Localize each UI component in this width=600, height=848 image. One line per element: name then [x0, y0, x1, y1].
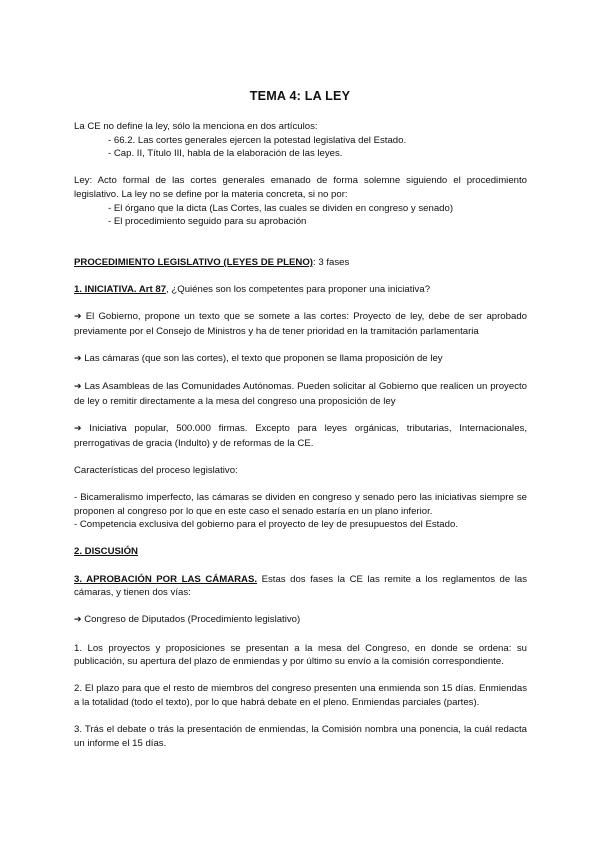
congreso-text: Congreso de Diputados (Procedimiento legislativo): [81, 614, 301, 626]
arrow-item-text: Las Asambleas de las Comunidades Autónomas. Pueden solicitar al Gobierno que realicen un proyecto de ley o remitir directamente a la mesa del congreso una proposición de ley: [74, 381, 527, 407]
arrow-right-icon: ➔: [74, 354, 82, 365]
arrow-right-icon: ➔: [74, 312, 82, 323]
arrow-item-text: Las cámaras (que son las cortes), el texto que proponen se llama proposición de ley: [81, 353, 443, 365]
aprobacion-paragraph: [74, 573, 527, 600]
step-paragraph: 3. Trás el debate o trás la presentación de enmiendas, la Comisión nombra una ponencia, la cuál redacta un informe el 15 días.: [74, 724, 527, 749]
arrow-item-asambleas: [74, 380, 527, 408]
step-paragraph: 1. Los proyectos y proposiciones se presentan a la mesa del Congreso, en donde se ordena: su publicación, su apertura del plazo de enmiendas y por último su envío a la comisión correspondiente.: [74, 642, 527, 668]
arrow-right-icon: ➔: [74, 615, 82, 626]
ley-definition: Ley: Acto formal de las cortes generales emanado de forma solemne siguiendo el procedimiento legislativo. La ley no se define por la materia concreta, si no por:: [74, 175, 527, 200]
caracteristicas-heading: Características del proceso legislativo:: [74, 464, 238, 476]
intro-line: La CE no define la ley, sólo la menciona en dos artículos:: [74, 121, 318, 132]
arrow-item-iniciativa-popular: [74, 422, 527, 450]
arrow-item-text: El Gobierno, propone un texto que se somete a las cortes: Proyecto de ley, debe de ser aprobado previamente por el Consejo de Ministros y ha de tener prioridad en la tramitación parlamentaria: [74, 311, 527, 337]
discusion-heading: 2. DISCUSIÓN: [74, 546, 138, 558]
document-body: [74, 120, 527, 750]
caracteristicas-item: - Bicameralismo imperfecto, las cámaras se dividen en congreso y senado pero las iniciativas siempre se proponen al congreso por lo que en este caso el senado estaría en un plano inferior.: [74, 492, 527, 517]
ley-item: - El procedimiento seguido para su aprobación: [108, 216, 307, 228]
congreso-item: [74, 613, 527, 628]
iniciativa-heading: 1. INICIATIVA. Art 87: [74, 284, 167, 296]
aprobacion-text: Estas dos fases la CE las remite a los reglamentos de las cámaras, y tienen dos vías:: [74, 573, 528, 599]
arrow-right-icon: ➔: [74, 382, 82, 393]
procedimiento-suffix: : 3 fases: [312, 256, 350, 268]
iniciativa-question: , ¿Quiénes son los competentes para proponer una iniciativa?: [166, 284, 431, 296]
intro-item: - 66.2. Las cortes generales ejercen la potestad legislativa del Estado.: [108, 134, 407, 146]
caracteristicas-item: - Competencia exclusiva del gobierno para el proyecto de ley de presupuestos del Estado.: [74, 519, 458, 531]
procedimiento-paragraph: [74, 256, 527, 270]
step-paragraph: 2. El plazo para que el resto de miembros del congreso presenten una enmienda son 15 días. Enmiendas a la totalidad (todo el texto), por lo que habrá debate en el pleno. Enmiendas parciales (partes).: [74, 683, 527, 708]
arrow-right-icon: ➔: [74, 424, 82, 435]
iniciativa-paragraph: [74, 283, 527, 297]
arrow-item-camaras: [74, 352, 527, 367]
page-title: TEMA 4: LA LEY: [249, 89, 351, 103]
arrow-item-gobierno: [74, 310, 527, 338]
procedimiento-heading: PROCEDIMIENTO LEGISLATIVO (LEYES DE PLENO): [74, 256, 313, 268]
ley-item: - El órgano que la dicta (Las Cortes, las cuales se dividen en congreso y senado): [108, 202, 454, 214]
arrow-item-text: Iniciativa popular, 500.000 firmas. Excepto para leyes orgánicas, tributarias, Internacionales, prerrogativas de gracia (Indulto) y de reformas de la CE.: [74, 423, 527, 449]
intro-item: - Cap. II, Título III, habla de la elaboración de las leyes.: [108, 148, 343, 160]
aprobacion-heading: 3. APROBACIÓN POR LAS CÁMARAS.: [74, 573, 258, 585]
